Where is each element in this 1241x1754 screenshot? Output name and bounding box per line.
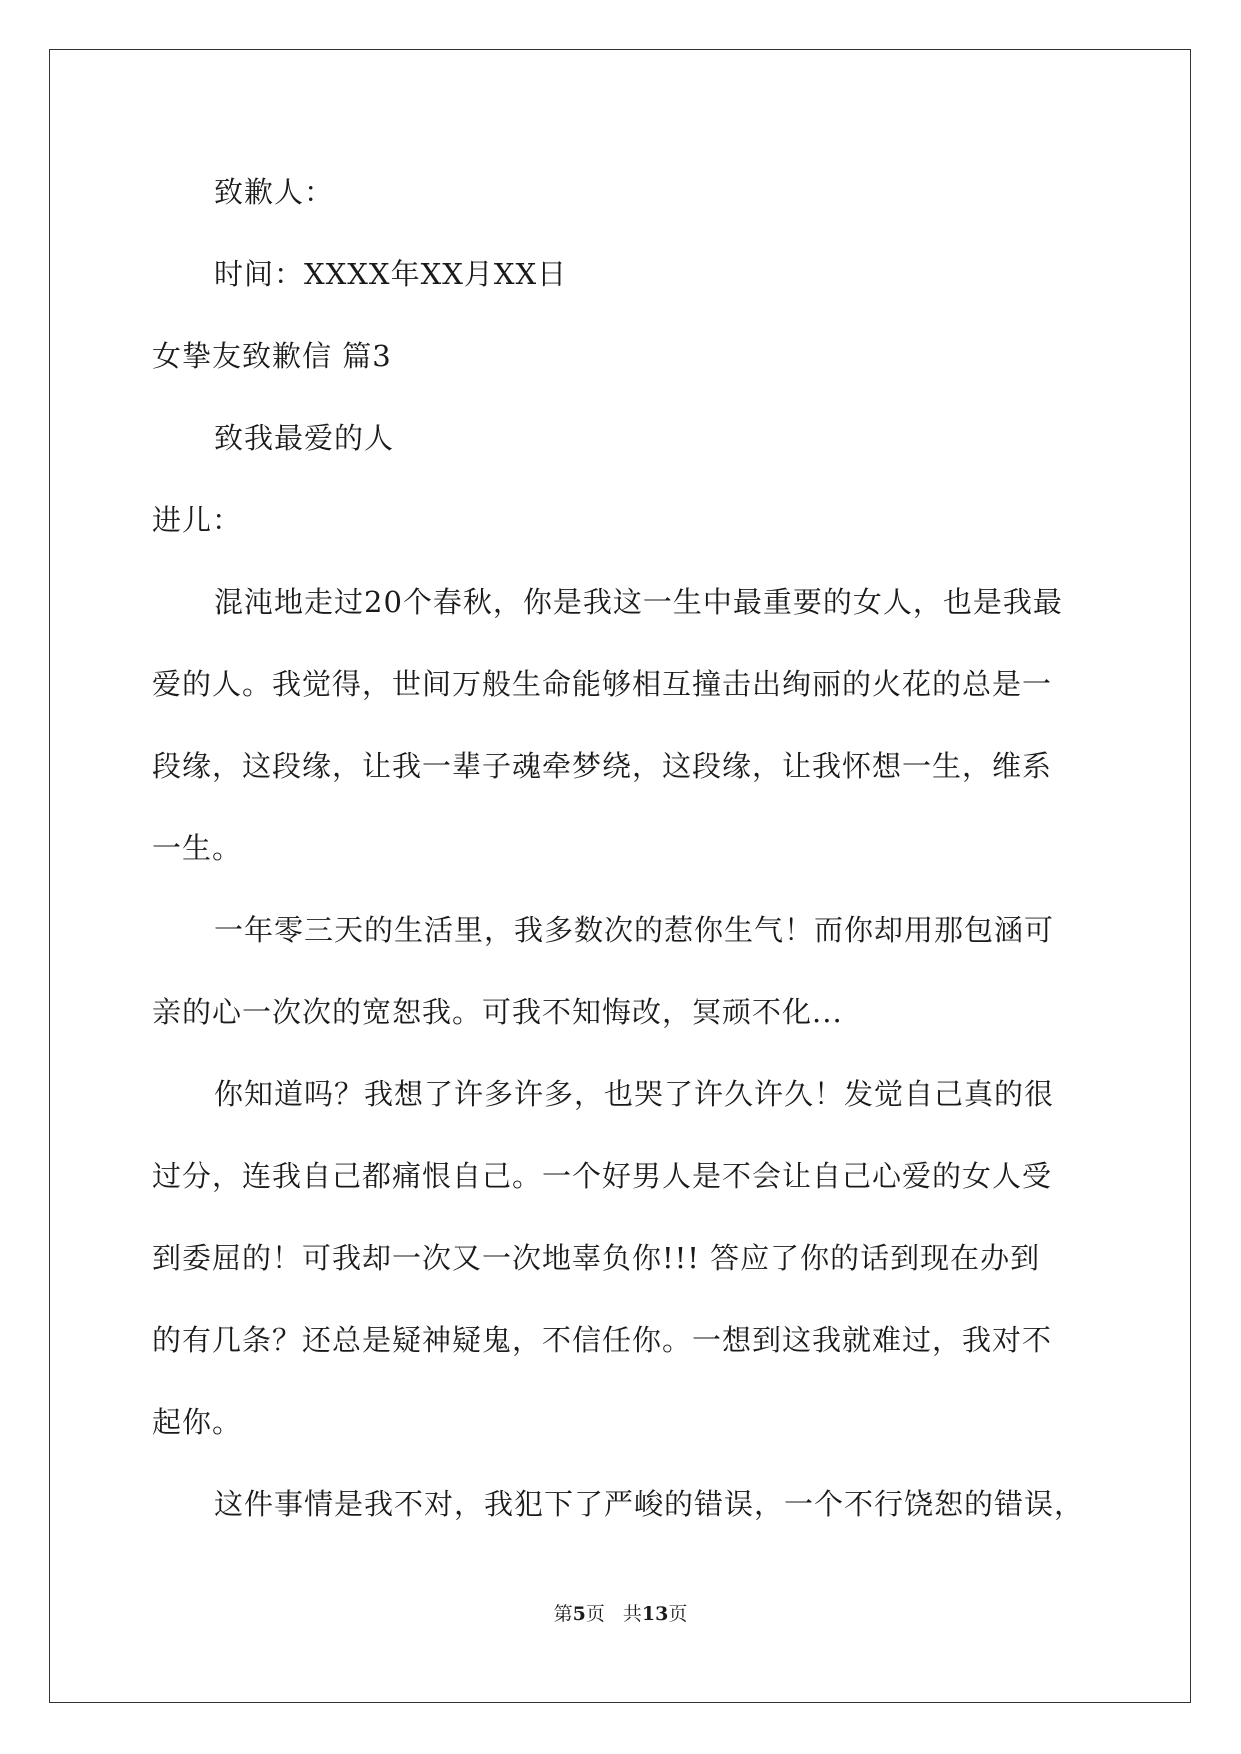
paragraph-line: 这件事情是我不对，我犯下了严峻的错误，一个不行饶恕的错误， [214, 1487, 1085, 1521]
recipient-line: 进儿： [152, 503, 243, 537]
paragraph-line: 的有几条？还总是疑神疑鬼，不信任你。一想到这我就难过，我对不 [152, 1323, 1053, 1357]
paragraph-line: 混沌地走过20个春秋，你是我这一生中最重要的女人，也是我最 [214, 585, 1063, 619]
section-heading: 女挚友致歉信 篇3 [152, 339, 392, 373]
paragraph-line: 亲的心一次次的宽恕我。可我不知悔改，冥顽不化... [152, 995, 843, 1029]
paragraph-line: 一年零三天的生活里，我多数次的惹你生气！而你却用那包涵可 [214, 913, 1055, 947]
paragraph-line: 一生。 [152, 831, 243, 865]
total-suffix: 页 [668, 1603, 688, 1625]
signature-line: 致歉人： [214, 175, 335, 209]
page-border [49, 49, 1191, 1703]
salutation-line: 致我最爱的人 [214, 421, 395, 455]
page-footer [0, 1602, 1241, 1626]
paragraph-line: 起你。 [152, 1405, 243, 1439]
paragraph-line: 段缘，这段缘，让我一辈子魂牵梦绕，这段缘，让我怀想一生，维系 [152, 749, 1053, 783]
paragraph-line: 过分，连我自己都痛恨自己。一个好男人是不会让自己心爱的女人受 [152, 1159, 1053, 1193]
total-prefix: 共 [622, 1603, 642, 1625]
page-number: 5 [572, 1603, 586, 1625]
paragraph-line: 你知道吗？我想了许多许多，也哭了许久许久！发觉自己真的很 [214, 1077, 1055, 1111]
date-line: 时间：XXXX年XX月XX日 [214, 257, 568, 291]
total-pages: 13 [641, 1603, 669, 1625]
page-suffix: 页 [585, 1603, 605, 1625]
page-prefix: 第 [553, 1603, 573, 1625]
paragraph-line: 到委屈的！可我却一次又一次地辜负你!!! 答应了你的话到现在办到 [152, 1241, 1041, 1275]
paragraph-line: 爱的人。我觉得，世间万般生命能够相互撞击出绚丽的火花的总是一 [152, 667, 1053, 701]
